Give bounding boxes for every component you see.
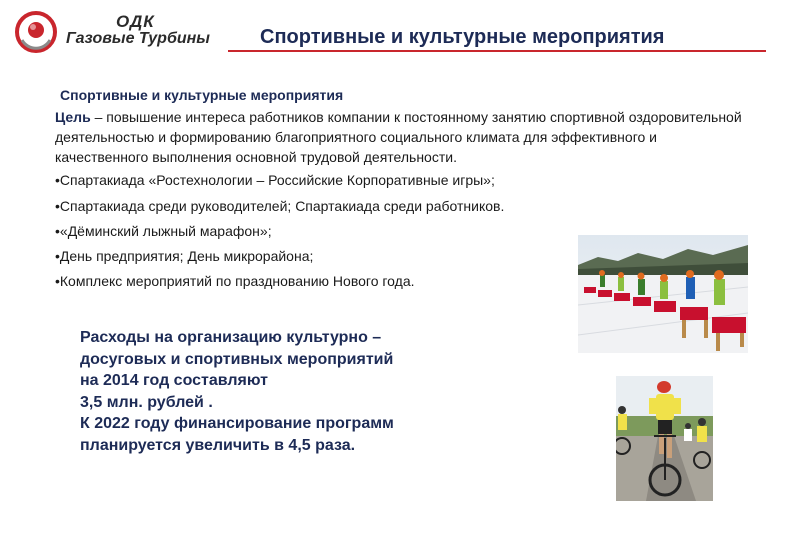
bullet-item: •Комплекс мероприятий по празднованию Нового года.: [55, 273, 415, 289]
brand-line-2: Газовые Турбины: [66, 30, 210, 47]
brand-line-1: ОДК: [116, 12, 155, 31]
section-subheading: Спортивные и культурные мероприятия: [60, 87, 344, 103]
expense-summary: [80, 327, 520, 456]
bullet-item: •День предприятия; День микрорайона;: [55, 248, 314, 264]
slide-title: Спортивные и культурные мероприятия: [260, 26, 665, 48]
bullet-item: •«Дёминский лыжный марафон»;: [55, 223, 272, 239]
expense-line: на 2014 год составляют: [80, 372, 268, 389]
bullet-item: •Спартакиада «Ростехнологии – Российские Корпоративные игры»;: [55, 172, 495, 188]
bullet-item: •Спартакиада среди руководителей; Спартакиада среди работников.: [55, 198, 505, 214]
cycling-photo: [616, 376, 713, 501]
goal-label: Цель: [55, 109, 91, 125]
goal-text: – повышение интереса работников компании к постоянному занятию спортивной оздоровительной деятельностью и формированию благоприятного социального климата для эффективного и качественного выполнения основной трудовой деятельности.: [55, 109, 742, 165]
expense-line: планируется увеличить в 4,5 раза.: [80, 436, 356, 454]
goal-paragraph: [55, 107, 745, 167]
expense-line: 3,5 млн. рублей .: [80, 393, 213, 411]
biathlon-photo: [578, 235, 748, 353]
company-logo-icon: [14, 10, 58, 54]
header-divider: [228, 50, 766, 52]
expense-line: досуговых и спортивных мероприятий: [80, 350, 394, 368]
expense-line: К 2022 году финансирование программ: [80, 415, 394, 432]
expense-line: Расходы на организацию культурно –: [80, 329, 382, 346]
